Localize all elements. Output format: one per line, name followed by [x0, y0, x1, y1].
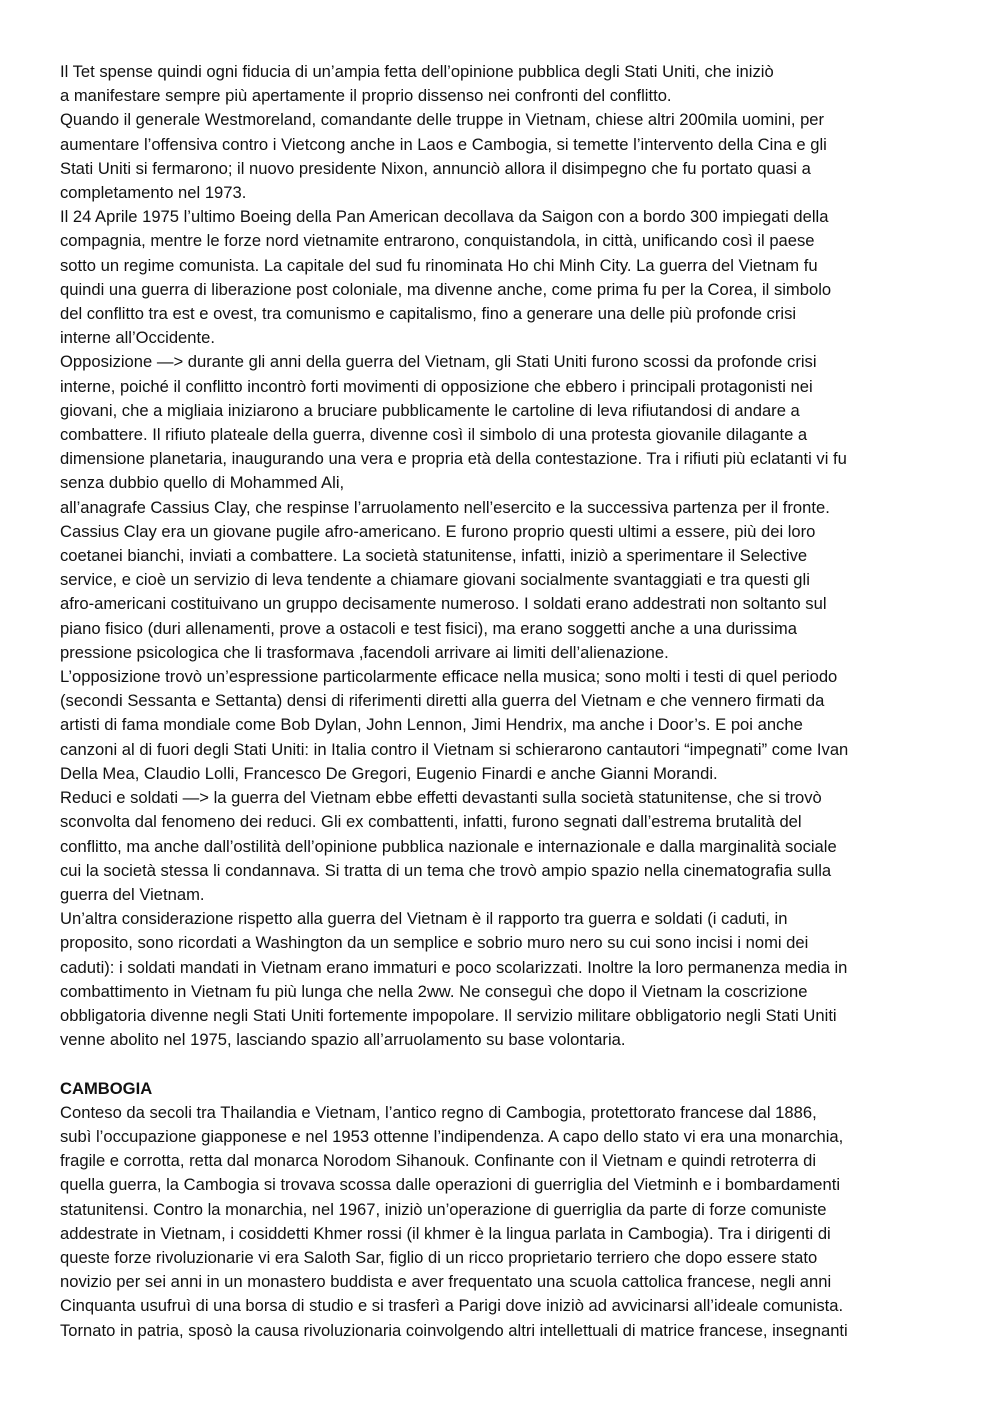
text-line: coetanei bianchi, inviati a combattere. La società statunitense, infatti, iniziò a sperimentare il Selective [60, 546, 808, 566]
text-line: L’opposizione trovò un’espressione particolarmente efficace nella musica; sono molti i testi di quel periodo [60, 667, 838, 687]
text-line: compagnia, mentre le forze nord vietnamite entrarono, conquistandola, in città, unificando così il paese [60, 231, 815, 251]
section-heading: CAMBOGIA [60, 1078, 153, 1098]
text-line: service, e cioè un servizio di leva tendente a chiamare giovani socialmente svantaggiati e tra questi gli [60, 570, 810, 590]
text-line: subì l’occupazione giapponese e nel 1953 ottenne l’indipendenza. A capo dello stato vi era una monarchia, [60, 1126, 844, 1146]
text-line: guerra del Vietnam. [60, 884, 205, 904]
text-line: Opposizione —> durante gli anni della guerra del Vietnam, gli Stati Uniti furono scossi da profonde crisi [60, 352, 817, 372]
text-line: venne abolito nel 1975, lasciando spazio all’arruolamento su base volontaria. [60, 1030, 626, 1050]
text-line: Quando il generale Westmoreland, comandante delle truppe in Vietnam, chiese altri 200mila uomini, per [60, 110, 825, 130]
text-line: pressione psicologica che li trasformava ,facendoli arrivare ai limiti dell’alienazione. [60, 642, 669, 662]
text-line: fragile e corrotta, retta dal monarca Norodom Sihanouk. Confinante con il Vietnam e quindi retroterra di [60, 1151, 817, 1171]
section-cambogia [60, 1077, 940, 1343]
text-line: canzoni al di fuori degli Stati Uniti: in Italia contro il Vietnam si schierarono cantautori “impegnati” come Ivan [60, 739, 849, 759]
paragraph-tet [60, 60, 940, 108]
paragraph-cambogia [60, 1101, 940, 1343]
document-page [60, 60, 940, 1343]
paragraph-opposizione [60, 350, 940, 495]
paragraph-westmoreland [60, 108, 940, 205]
text-line: combattimento in Vietnam fu più lunga che nella 2ww. Ne conseguì che dopo il Vietnam la coscrizione [60, 981, 808, 1001]
text-line: (secondi Sessanta e Settanta) densi di riferimenti diretti alla guerra del Vietnam e che vennero firmati da [60, 691, 825, 711]
text-line: Reduci e soldati —> la guerra del Vietnam ebbe effetti devastanti sulla società statunitense, che si trovò [60, 788, 822, 808]
blank-line [60, 1052, 940, 1076]
text-line: Il Tet spense quindi ogni fiducia di un’ampia fetta dell’opinione pubblica degli Stati Uniti, che iniziò [60, 62, 774, 81]
text-line: caduti): i soldati mandati in Vietnam erano immaturi e poco scolarizzati. Inoltre la loro permanenza media in [60, 957, 848, 977]
text-line: cui la società stessa li condannava. Si tratta di un tema che trovò ampio spazio nella cinematografia sulla [60, 860, 832, 880]
text-line: statunitensi. Contro la monarchia, nel 1967, iniziò un’operazione di guerriglia da parte di forze comuniste [60, 1199, 827, 1219]
text-line: a manifestare sempre più apertamente il proprio dissenso nei confronti del conflitto. [60, 86, 672, 106]
text-line: obbligatoria divenne negli Stati Uniti fortemente impopolare. Il servizio militare obbligatorio negli Stati Uniti [60, 1005, 837, 1025]
text-line: queste forze rivoluzionarie vi era Saloth Sar, figlio di un ricco proprietario terriero che dopo essere stato [60, 1247, 818, 1267]
body-text [60, 60, 940, 1052]
text-line: Stati Uniti si fermarono; il nuovo presidente Nixon, annunciò allora il disimpegno che fu portato quasi a [60, 158, 811, 178]
text-line: Tornato in patria, sposò la causa rivoluzionaria coinvolgendo altri intellettuali di matrice francese, insegnanti [60, 1320, 848, 1340]
text-line: dimensione planetaria, inaugurando una vera e propria età della contestazione. Tra i rifiuti più eclatanti vi fu [60, 449, 847, 469]
text-line: Un’altra considerazione rispetto alla guerra del Vietnam è il rapporto tra guerra e soldati (i caduti, in [60, 909, 788, 929]
text-line: addestrate in Vietnam, i cosiddetti Khmer rossi (il khmer è la lingua parlata in Cambogia). Tra i dirigenti di [60, 1223, 831, 1243]
text-line: interne all’Occidente. [60, 328, 215, 348]
text-line: piano fisico (duri allenamenti, prove a ostacoli e test fisici), ma erano soggetti anche a una durissima [60, 618, 797, 638]
text-line: Il 24 Aprile 1975 l’ultimo Boeing della Pan American decollava da Saigon con a bordo 300 impiegati della [60, 207, 829, 227]
paragraph-reduci [60, 786, 940, 907]
paragraph-saigon [60, 205, 940, 350]
text-line: novizio per sei anni in un monastero buddista e aver frequentato una scuola cattolica francese, negli anni [60, 1272, 832, 1292]
text-line: del conflitto tra est e ovest, tra comunismo e capitalismo, fino a generare una delle più profonde crisi [60, 304, 797, 324]
text-line: combattere. Il rifiuto plateale della guerra, divenne così il simbolo di una protesta giovanile dilagante a [60, 425, 808, 445]
text-line: Conteso da secoli tra Thailandia e Vietnam, l’antico regno di Cambogia, protettorato francese dal 1886, [60, 1102, 817, 1122]
text-line: senza dubbio quello di Mohammed Ali, [60, 473, 345, 493]
text-line: proposito, sono ricordati a Washington da un semplice e sobrio muro nero su cui sono incisi i nomi dei [60, 933, 809, 953]
paragraph-soldati [60, 907, 940, 1052]
text-line: artisti di fama mondiale come Bob Dylan, John Lennon, Jimi Hendrix, ma anche i Door’s. E poi anche [60, 715, 803, 735]
paragraph-musica [60, 665, 940, 786]
text-line: afro-americani costituivano un gruppo decisamente numeroso. I soldati erano addestrati non soltanto sul [60, 594, 827, 614]
text-line: aumentare l’offensiva contro i Vietcong anche in Laos e Cambogia, si temette l’intervento della Cina e gli [60, 134, 827, 154]
text-line: conflitto, ma anche dall’ostilità dell’opinione pubblica nazionale e internazionale e dalla marginalità sociale [60, 836, 837, 856]
text-line: all’anagrafe Cassius Clay, che respinse l’arruolamento nell’esercito e la successiva partenza per il fronte. [60, 497, 830, 517]
text-line: completamento nel 1973. [60, 183, 247, 203]
text-line: Cassius Clay era un giovane pugile afro-americano. E furono proprio questi ultimi a essere, più dei loro [60, 521, 816, 541]
text-line: quella guerra, la Cambogia si trovava scossa dalle operazioni di guerriglia del Vietminh e i bombardamenti [60, 1175, 841, 1195]
text-line: sotto un regime comunista. La capitale del sud fu rinominata Ho chi Minh City. La guerra del Vietnam fu [60, 255, 818, 275]
text-line: Della Mea, Claudio Lolli, Francesco De Gregori, Eugenio Finardi e anche Gianni Morandi. [60, 763, 718, 783]
text-line: Cinquanta usufruì di una borsa di studio e si trasferì a Parigi dove iniziò ad avvicinarsi all’ideale comunista. [60, 1296, 844, 1316]
text-line: sconvolta dal fenomeno dei reduci. Gli ex combattenti, infatti, furono segnati dall’estrema brutalità del [60, 812, 802, 832]
text-line: quindi una guerra di liberazione post coloniale, ma divenne anche, come prima fu per la Corea, il simbolo [60, 279, 832, 299]
text-line: giovani, che a migliaia iniziarono a bruciare pubblicamente le cartoline di leva rifiutandosi di andare a [60, 400, 800, 420]
paragraph-cassius-clay [60, 496, 940, 665]
text-line: interne, poiché il conflitto incontrò forti movimenti di opposizione che ebbero i principali protagonisti nei [60, 376, 813, 396]
